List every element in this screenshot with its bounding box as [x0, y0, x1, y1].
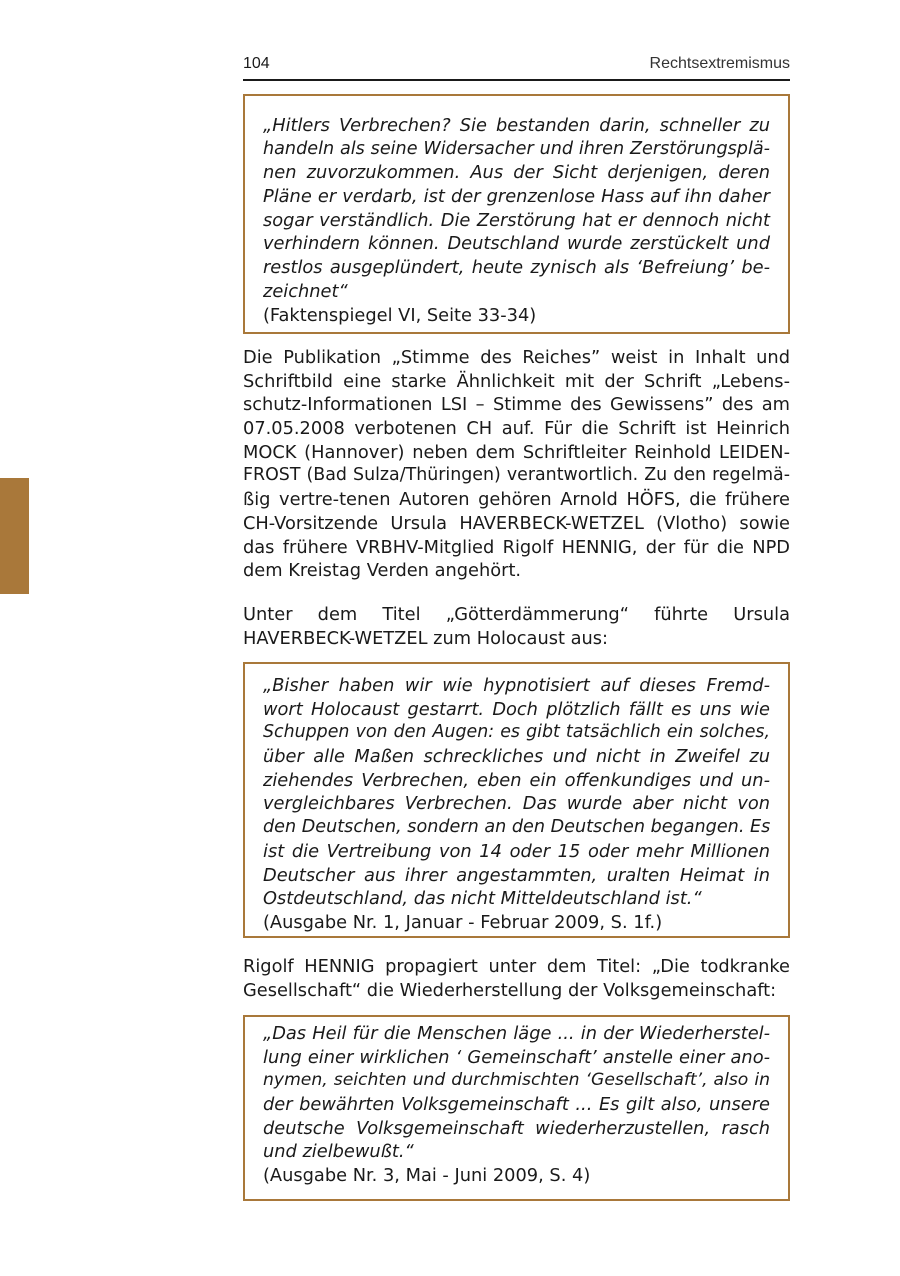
- quote-line: den Deutschen, sondern an den Deutschen begangen. Es: [263, 817, 771, 838]
- page-number: 104: [243, 55, 270, 72]
- paragraph-line: schutz-Informationen LSI – Stimme des Gewissens” des am: [243, 394, 790, 416]
- page-header: [243, 53, 790, 81]
- quote-line: Schuppen von den Augen: es gibt tatsächlich ein solches,: [263, 722, 770, 743]
- quote-box-holocaust: [243, 662, 790, 938]
- quote-text: [263, 674, 770, 911]
- paragraph-line: 07.05.2008 verbotenen CH auf. Für die Schrift ist Heinrich: [243, 418, 790, 440]
- quote-line: zeichnet“: [263, 280, 348, 302]
- quote-line: nen zuvorzukommen. Aus der Sicht derjenigen, deren: [263, 162, 770, 184]
- quote-line: wort Holocaust gestarrt. Doch plötzlich fällt es uns wie: [263, 698, 770, 720]
- quote-line: restlos ausgeplündert, heute zynisch als ‘Befreiung’ be-: [263, 257, 770, 279]
- quote-line: handeln als seine Widersacher und ihren Zerstörungsplä-: [263, 138, 770, 159]
- body-paragraph-goetterdaemmerung: [243, 603, 790, 650]
- quote-line: der bewährten Volksgemeinschaft ... Es gilt also, unsere: [263, 1094, 770, 1116]
- quote-source: (Ausgabe Nr. 1, Januar - Februar 2009, S. 1f.): [263, 911, 663, 933]
- quote-line: Pläne er verdarb, ist der grenzenlose Hass auf ihn daher: [263, 186, 770, 208]
- quote-line: nymen, seichten und durchmischten ‘Gesellschaft’, also in: [263, 1070, 770, 1091]
- quote-line: „Hitlers Verbrechen? Sie bestanden darin, schneller zu: [263, 115, 770, 136]
- section-color-tab: [0, 478, 29, 594]
- quote-line: sogar verständlich. Die Zerstörung hat er dennoch nicht: [263, 209, 770, 231]
- paragraph-line: Die Publikation „Stimme des Reiches” weist in Inhalt und: [243, 347, 790, 368]
- quote-source: (Faktenspiegel VI, Seite 33-34): [263, 304, 537, 326]
- quote-box-faktenspiegel: [243, 94, 790, 334]
- paragraph-line: Gesellschaft“ die Wiederherstellung der Volksgemeinschaft:: [243, 979, 777, 1001]
- quote-line: und zielbewußt.“: [263, 1141, 414, 1163]
- quote-box-volksgemeinschaft: [243, 1015, 790, 1201]
- running-title: Rechtsextremismus: [649, 55, 790, 72]
- quote-source: (Ausgabe Nr. 3, Mai - Juni 2009, S. 4): [263, 1165, 591, 1187]
- quote-line: Deutscher aus ihrer angestammten, uralten Heimat in: [263, 864, 770, 886]
- paragraph-line: Schriftbild eine starke Ähnlichkeit mit der Schrift „Lebens-: [243, 370, 790, 392]
- paragraph-line: ßig vertre-tenen Autoren gehören Arnold HÖFS, die frühere: [243, 489, 790, 511]
- paragraph-line: FROST (Bad Sulza/Thüringen) verantwortlich. Zu den regelmä-: [243, 465, 790, 486]
- quote-line: verhindern können. Deutschland wurde zerstückelt und: [263, 233, 770, 255]
- paragraph-line: das frühere VRBHV-Mitglied Rigolf HENNIG, der für die NPD: [243, 536, 790, 558]
- paragraph-line: Unter dem Titel „Götterdämmerung“ führte Ursula: [243, 604, 790, 625]
- quote-line: deutsche Volksgemeinschaft wiederherzustellen, rasch: [263, 1117, 770, 1139]
- paragraph-line: MOCK (Hannover) neben dem Schriftleiter Reinhold LEIDEN-: [243, 441, 790, 463]
- paragraph-line: CH-Vorsitzende Ursula HAVERBECK-WETZEL (Vlotho) sowie: [243, 512, 790, 534]
- quote-line: „Bisher haben wir wie hypnotisiert auf dieses Fremd-: [263, 675, 770, 696]
- quote-line: vergleichbares Verbrechen. Das wurde aber nicht von: [263, 793, 770, 815]
- quote-line: über alle Maßen schreckliches und nicht in Zweifel zu: [263, 746, 770, 768]
- quote-line: „Das Heil für die Menschen läge ... in der Wiederherstel-: [263, 1023, 770, 1044]
- body-paragraph-publication: [243, 346, 790, 583]
- paragraph-line: Rigolf HENNIG propagiert unter dem Titel: „Die todkranke: [243, 956, 790, 977]
- body-paragraph-hennig: [243, 955, 790, 1002]
- quote-line: ziehendes Verbrechen, eben ein offenkundiges und un-: [263, 769, 770, 791]
- paragraph-line: dem Kreistag Verden angehört.: [243, 560, 522, 582]
- paragraph-line: HAVERBECK-WETZEL zum Holocaust aus:: [243, 627, 609, 649]
- quote-text: [263, 114, 770, 304]
- quote-text: [263, 1022, 770, 1164]
- quote-line: Ostdeutschland, das nicht Mitteldeutschland ist.“: [263, 888, 702, 910]
- quote-line: ist die Vertreibung von 14 oder 15 oder mehr Millionen: [263, 840, 770, 862]
- quote-line: lung einer wirklichen ‘ Gemeinschaft’ anstelle einer ano-: [263, 1046, 770, 1068]
